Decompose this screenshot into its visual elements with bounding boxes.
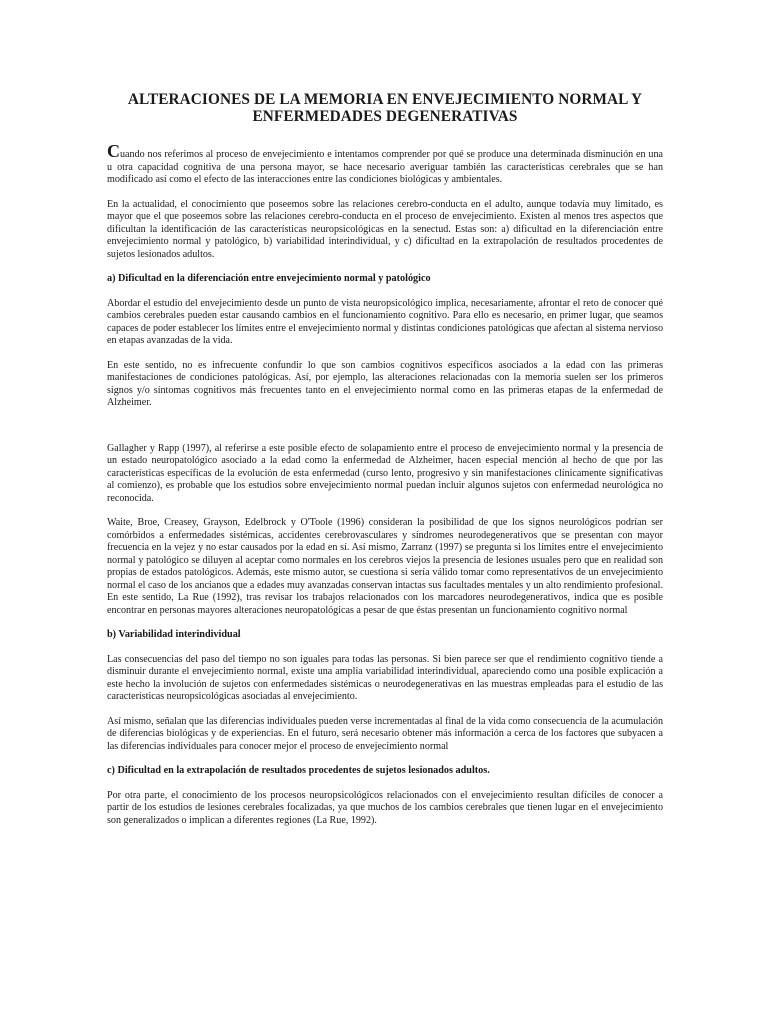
section-heading-c: c) Dificultad en la extrapolación de resultados procedentes de sujetos lesionados adultos. bbox=[107, 765, 490, 776]
section-heading-a: a) Dificultad en la diferenciación entre envejecimiento normal y patológico bbox=[107, 273, 431, 284]
paragraph-confusion: En este sentido, no es infrecuente confundir lo que son cambios cognitivos específicos asociados a la edad con las primeras manifestaciones de condiciones patológicas. Así, por ejemplo, las alteraciones relacionadas con la memoria suelen ser los primeros signos y/o síntomas cognitivos más frecuentes tanto en el envejecimiento normal como en las primeras etapas de la enfermedad de Alzheimer. bbox=[107, 359, 663, 408]
paragraph-waite-et-al: Waite, Broe, Creasey, Grayson, Edelbrock y O'Toole (1996) consideran la posibilidad de que los signos neurológicos podrían ser comórbidos a enfermedades sistémicas, accidentes cerebrovasculares y síndromes neurodegenerativos que se presentan con mayor frecuencia en la vejez y no estar causados por la edad en sí. Así mismo, Zarranz (1997) se pregunta si los límites entre el envejecimiento normal y patológico se diluyen al aceptar como normales en los cerebros viejos la presencia de lesiones usuales pero que en realidad son propias de estados patológicos. Además, este mismo autor, se cuestiona si sería válido tomar como representativos de un envejecimiento normal el caso de los ancianos que a edades muy avanzadas conservan intactas sus facultades mentales y un alto rendimiento profesional. En este sentido, La Rue (1992), tras revisar los trabajos relacionados con los marcadores neurodegenerativos, indica que es posible encontrar en personas mayores alteraciones neuropatológicas a pesar de que éstas presentan un funcionamiento cognitivo normal bbox=[107, 517, 663, 616]
title-line-1: ALTERACIONES DE LA MEMORIA EN ENVEJECIMIENTO NORMAL Y bbox=[127, 91, 643, 108]
paragraph-consequences: Las consecuencias del paso del tiempo no son iguales para todas las personas. Si bien parece ser que el rendimiento cognitivo tiende a disminuir durante el envejecimiento normal, existe una amplia variabilidad interindividual, apareciendo como una posible explicación a este hecho la involución de sujetos con enfermedades sistémicas o neurodegenerativas en las muestras empleadas para el estudio de las características neuropsicológicas asociadas al envejecimiento. bbox=[107, 653, 663, 702]
paragraph-individual-differences: Así mismo, señalan que las diferencias individuales pueden verse incrementadas al final de la vida como consecuencia de la acumulación de diferencias biológicas y de experiencias. En el futuro, será necesario obtener más información a cerca de los factores que subyacen a las diferencias individuales para conocer mejor el proceso de envejecimiento normal bbox=[107, 715, 663, 752]
paragraph-current-knowledge: En la actualidad, el conocimiento que poseemos sobre las relaciones cerebro-conducta en el adulto, aunque todavía muy limitado, es mayor que el que poseemos sobre las relaciones cerebro-conducta en el proceso de envejecimiento. Existen al menos tres aspectos que dificultan la identificación de las características neuropsicológicas en la senectud. Estas son: a) dificultad en la diferenciación entre envejecimiento normal y patológico, b) variabilidad interindividual, y c) dificultad en la extrapolación de resultados procedentes de sujetos lesionados adultos. bbox=[107, 198, 663, 260]
spacer bbox=[107, 422, 663, 443]
paragraph-extrapolation: Por otra parte, el conocimiento de los procesos neuropsicológicos relacionados con el envejecimiento resultan difíciles de conocer a partir de los estudios de lesiones cerebrales focalizadas, ya que muchos de los cambios cerebrales que tienen lugar en el envejecimiento son generalizados o implican a diferentes regiones (La Rue, 1992). bbox=[107, 789, 663, 826]
paragraph-intro: Cuando nos referimos al proceso de envejecimiento e intentamos comprender por qué se produce una determinada disminución en una u otra capacidad cognitiva de una persona mayor, se hace necesario averiguar también las características cerebrales que se han modificado así como el efecto de las interacciones entre las condiciones biológicas y ambientales. bbox=[107, 141, 663, 185]
title-line-2: ENFERMEDADES DEGENERATIVAS bbox=[252, 107, 518, 125]
paragraph-study-approach: Abordar el estudio del envejecimiento desde un punto de vista neuropsicológico implica, necesariamente, afrontar el reto de conocer qué cambios cerebrales pueden estar causando cambios en el funcionamiento cognitivo. Para ello es necesario, en primer lugar, que seamos capaces de poder establecer los límites entre el envejecimiento normal y distintas condiciones patológicas que afectan al sistema nervioso en etapas avanzadas de la vida. bbox=[107, 297, 663, 346]
paragraph-gallagher-rapp: Gallagher y Rapp (1997), al referirse a este posible efecto de solapamiento entre el proceso de envejecimiento normal y la presencia de un estado neuropatológico asociado a la edad como la enfermedad de Alzheimer, hacen especial mención al hecho de que por las características específicas de la evolución de esta enfermedad (curso lento, progresivo y sin manifestaciones clínicamente significativas al comienzo), es probable que los estudios sobre envejecimiento normal puedan incluir algunos sujetos con enfermedad neurológica no reconocida. bbox=[107, 442, 663, 504]
section-heading-b: b) Variabilidad interindividual bbox=[107, 629, 241, 640]
document-title bbox=[107, 92, 663, 125]
document-page bbox=[107, 92, 663, 839]
